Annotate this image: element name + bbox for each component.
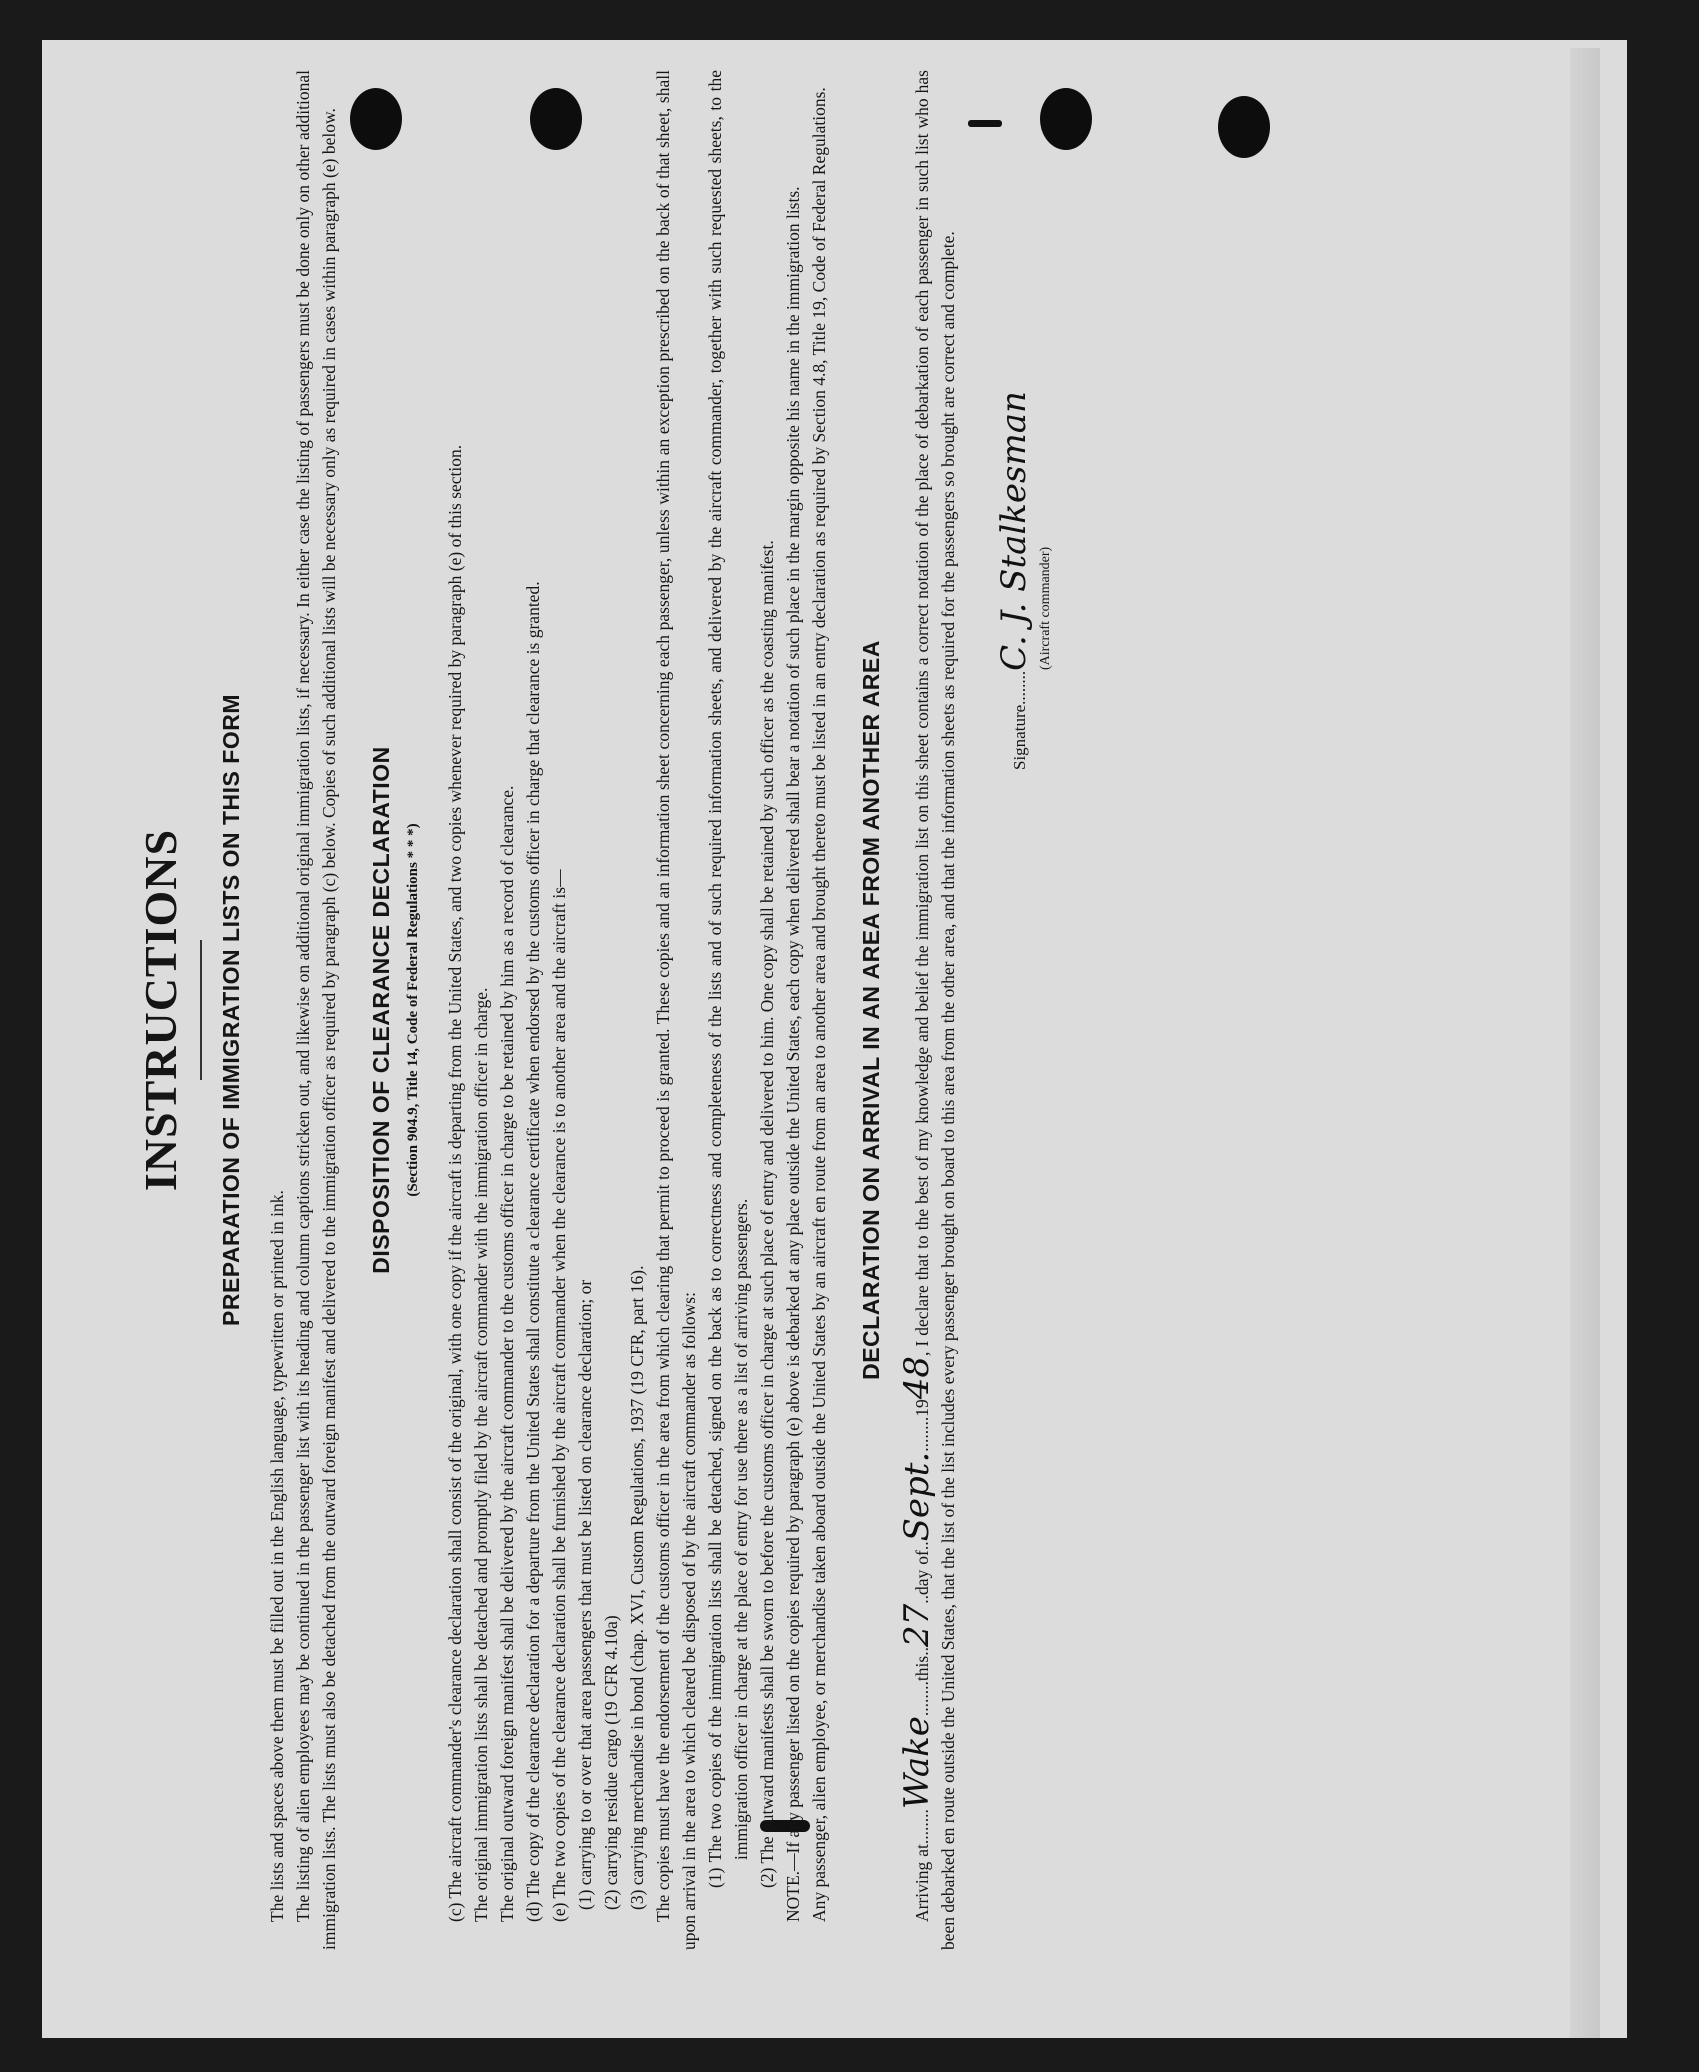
section-heading-preparation: PREPARATION OF IMMIGRATION LISTS ON THIS FORM [218,694,244,1326]
list-item: (1) carrying to or over that area passengers that must be listed on clearance declaration; or [575,1279,595,1910]
paragraph: The listing of alien employees may be continued in the passenger list with its heading and column captions stricken out, and likewise on additional original immigration lists, if necessary. In either case the listing of passengers must be done only on other additional immigration lists. The lists must also be detached from the outward foreign manifest and delivered to the immigration officer as required by paragraph (c) below. Copies of such additional lists will be necessary only as required in cases within paragraph (e) below. [293,70,339,1950]
arriving-location: Wake [897,1716,937,1810]
paragraph: The original immigration lists shall be detached and promptly filed by the aircraft commander with the immigration officer in charge. [471,987,491,1922]
list-item: (1) The two copies of the immigration lists shall be detached, signed on the back as to correctness and completeness of the lists and of such required information sheets, and delivered by the aircraft commander, together with such requested sheets, to the immigration officer in charge at the place of entry for use there as a list of arriving passengers. [705,70,751,1888]
paragraph-e: (e) The two copies of the clearance declaration shall be furnished by the aircraft commander when the clearance is to another area and the aircraft is— [549,869,569,1922]
paragraph: Any passenger, alien employee, or merchandise taken aboard outside the United States by an aircraft en route from an area to another area and brought thereto must be listed in an entry declaration as required by Section 4.8, Title 19, Code of Federal Regulations. [809,87,829,1922]
page-title: INSTRUCTIONS [135,828,186,1192]
declaration-text: declare that to the best of my knowledge and belief the immigration list on this sheet contains a correct notation of the place of debarkation of each passenger in such list who has been debarked en route outside the United States, that the list of the list includes every passenger brought on board to this area from the other area, and that the information sheets as required for the passengers so brought are correct and complete. [912,70,958,1950]
list-item: (3) carrying merchandise in bond (chap. XVI, Custom Regulations, 1937 (19 CFR, part 16). [627,1265,647,1910]
this-label: this [912,1655,932,1682]
declaration-paragraph: Arriving at........Wake........this..27..day of..Sept.........1948, I declare that to the best of my knowledge and belief the immigration list on this sheet contains a correct notation of the place of debarkation of each passenger in such list who has been debarked en route outside the United States, that the list of the list includes every passenger brought on board to this area from the other area, and that the information sheets as required for the passengers so brought are correct and complete. [897,70,958,1950]
day-value: 27 [897,1603,937,1648]
year-prefix: 19 [912,1399,932,1417]
list-item: (2) carrying residue cargo (19 CFR 4.10a) [601,1615,621,1910]
rotated-document-body [130,70,1520,1950]
list-item: (2) The outward manifests shall be sworn to before the customs officer in charge at such place of entry and delivered to him. One copy shall be retained by such officer as the coasting manifest. [757,540,777,1888]
paragraph-c: (c) The aircraft commander's clearance declaration shall consist of the original, with one copy if the aircraft is departing from the United States, and two copies whenever required by paragraph (e) of this section. [445,444,465,1922]
paragraph-d: (d) The copy of the clearance declaration for a departure from the United States shall constitute a clearance certificate when endorsed by the customs officer in charge that clearance is granted. [523,581,543,1922]
year-value: 48 [897,1355,937,1400]
month-value: Sept. [897,1451,937,1542]
section-subheading: (Section 904.9, Title 14, Code of Federal Regulations * * *) [405,823,421,1197]
day-label: day of [912,1550,932,1596]
note-paragraph: NOTE.—If any passenger listed on the copies required by paragraph (e) above is debarked at any place outside the United States, each copy when delivered shall bear a notation of such place in the margin opposite his name in the immigration lists. [783,186,803,1922]
section-heading-disposition: DISPOSITION OF CLEARANCE DECLARATION [368,746,394,1274]
signature: C. J. Stalkesman [994,391,1034,671]
paragraph: The lists and spaces above them must be filled out in the English language, typewritten or printed in ink. [267,1190,287,1922]
signature-block: Signature........C. J. Stalkesman (Aircraft commander) [1001,70,1059,770]
signature-caption: (Aircraft commander) [1038,546,1053,670]
title-rule [200,940,202,1080]
page-edge [1570,48,1600,2038]
arriving-label: Arriving at [912,1844,932,1922]
section-heading-declaration: DECLARATION ON ARRIVAL IN AN AREA FROM ANOTHER AREA [858,640,884,1380]
paragraph: The original outward foreign manifest shall be delivered by the aircraft commander to the customs officer in charge to be retained by him as a record of clearance. [497,785,517,1922]
paragraph: The copies must have the endorsement of the customs officer in the area from which clearing that permit to proceed is granted. These copies and an information sheet concerning each passenger, unless within an exception prescribed on the back of that sheet, shall upon arrival in the area to which cleared be disposed of by the aircraft commander as follows: [653,70,699,1950]
signature-label: Signature [1010,704,1029,770]
